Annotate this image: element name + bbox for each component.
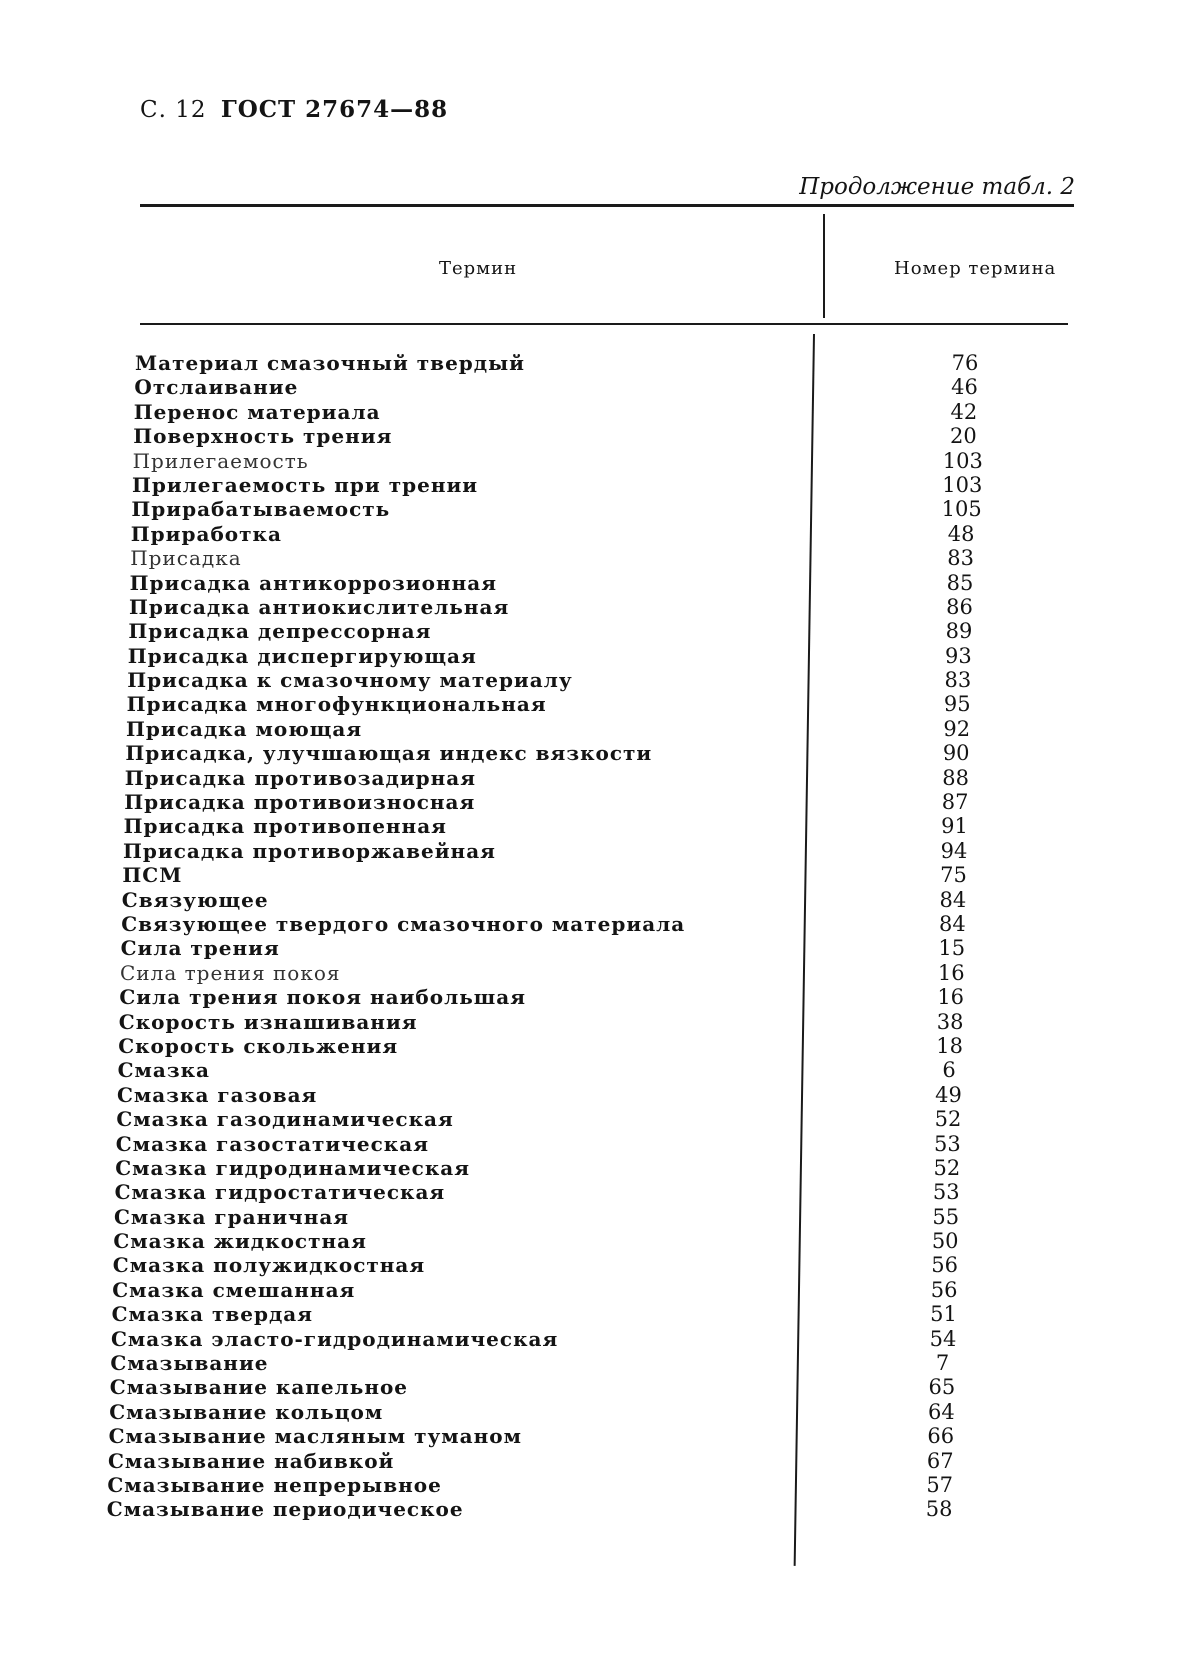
term-cell: Смазка жидкостная — [113, 1229, 367, 1254]
term-number-cell: 58 — [925, 1497, 953, 1522]
term-number-cell: 57 — [926, 1472, 954, 1497]
column-header-number: Номер термина — [894, 258, 1057, 279]
table-row — [0, 692, 1187, 716]
term-cell: Связующее — [121, 887, 269, 912]
term-number-cell: 51 — [930, 1302, 957, 1327]
term-cell: Прилегаемость — [132, 448, 309, 473]
term-cell: Скорость скольжения — [118, 1033, 399, 1058]
table-row — [0, 595, 1187, 619]
term-cell: Поверхность трения — [133, 424, 393, 449]
term-cell: Присадка противоизносная — [124, 790, 476, 815]
table-row — [0, 424, 1187, 448]
term-cell: Смазывание кольцом — [109, 1399, 384, 1424]
table-row — [0, 1278, 1187, 1302]
table-row — [0, 522, 1187, 546]
term-cell: Присадка депрессорная — [128, 619, 432, 644]
table-row — [0, 668, 1187, 692]
term-number-cell: 88 — [942, 765, 969, 790]
term-number-cell: 87 — [941, 790, 969, 815]
term-number-cell: 46 — [951, 375, 978, 400]
term-cell: Смазывание капельное — [109, 1375, 409, 1400]
table-row — [0, 1205, 1187, 1229]
table-row — [0, 1327, 1187, 1351]
term-cell: Присадка диспергирующая — [127, 643, 477, 668]
term-cell: Присадка антиокислительная — [129, 594, 510, 619]
term-cell: ПСМ — [122, 863, 183, 888]
table-row — [0, 571, 1187, 595]
term-number-cell: 65 — [928, 1375, 956, 1400]
table-row — [0, 619, 1187, 643]
table-row — [0, 546, 1187, 570]
term-number-cell: 6 — [942, 1058, 956, 1083]
term-number-cell: 105 — [941, 497, 982, 522]
table-continuation-label: Продолжение табл. 2 — [799, 174, 1075, 200]
table-row — [0, 1229, 1187, 1253]
term-number-cell: 66 — [927, 1424, 955, 1449]
table-row — [0, 839, 1187, 863]
table-row — [0, 741, 1187, 765]
term-number-cell: 90 — [942, 741, 970, 766]
term-cell: Присадка антикоррозионная — [129, 570, 497, 595]
table-row — [0, 449, 1187, 473]
term-cell: Смазка — [117, 1058, 211, 1083]
table-row — [0, 1180, 1187, 1204]
term-cell: Присадка противоржавейная — [123, 838, 496, 863]
term-cell: Присадка многофункциональная — [126, 692, 547, 717]
table-row — [0, 473, 1187, 497]
table-row — [0, 717, 1187, 741]
term-cell: Материал смазочный твердый — [135, 351, 526, 375]
term-number-cell: 49 — [935, 1082, 962, 1107]
term-cell: Смазка газодинамическая — [116, 1107, 454, 1132]
table-row — [0, 912, 1187, 936]
term-number-cell: 15 — [938, 936, 966, 961]
term-number-cell: 52 — [934, 1107, 962, 1132]
term-cell: Скорость изнашивания — [118, 1009, 418, 1034]
table-row — [0, 375, 1187, 399]
term-number-cell: 95 — [943, 692, 971, 717]
table-row — [0, 1449, 1187, 1473]
term-cell: Отслаивание — [134, 375, 299, 400]
table-row — [0, 936, 1187, 960]
term-number-cell: 50 — [931, 1229, 959, 1254]
term-cell: Смазка эласто-гидродинамическая — [111, 1326, 559, 1351]
table-row — [0, 1132, 1187, 1156]
page-header — [140, 96, 448, 123]
term-number-cell: 89 — [945, 619, 973, 644]
table-row — [0, 1083, 1187, 1107]
table-row — [0, 1302, 1187, 1326]
term-cell: Смазывание набивкой — [108, 1448, 395, 1473]
term-cell: Сила трения покоя наибольшая — [119, 985, 526, 1010]
term-number-cell: 92 — [943, 716, 971, 741]
term-cell: Присадка противозадирная — [124, 765, 477, 790]
table-row — [0, 961, 1187, 985]
term-number-cell: 56 — [931, 1253, 958, 1278]
term-cell: Смазка гидродинамическая — [115, 1155, 470, 1180]
table-row — [0, 863, 1187, 887]
term-cell: Смазка гидростатическая — [114, 1180, 446, 1205]
term-cell: Смазывание — [110, 1351, 269, 1376]
term-number-cell: 56 — [930, 1277, 958, 1302]
table-row — [0, 497, 1187, 521]
table-header-rule — [140, 323, 1068, 325]
term-number-cell: 18 — [936, 1033, 963, 1058]
term-cell: Связующее твердого смазочного материала — [121, 911, 686, 936]
term-cell: Смазывание непрерывное — [107, 1472, 442, 1497]
term-number-cell: 53 — [932, 1180, 960, 1205]
table-row — [0, 790, 1187, 814]
term-cell: Присадка моющая — [126, 716, 363, 741]
table-row — [0, 1253, 1187, 1277]
term-cell: Прирабатываемость — [131, 497, 391, 522]
term-number-cell: 54 — [929, 1326, 957, 1351]
table-row — [0, 1156, 1187, 1180]
term-cell: Сила трения — [120, 936, 280, 961]
term-number-cell: 76 — [951, 351, 979, 375]
term-cell: Смазка твердая — [111, 1302, 314, 1327]
term-cell: Смазка смешанная — [112, 1277, 356, 1302]
term-number-cell: 84 — [939, 887, 967, 912]
table-row — [0, 1473, 1187, 1497]
term-cell: Смазка полужидкостная — [112, 1253, 426, 1278]
term-number-cell: 67 — [926, 1448, 954, 1473]
table-row — [0, 985, 1187, 1009]
document-code: ГОСТ 27674—88 — [220, 96, 449, 123]
term-cell: Присадка противопенная — [123, 814, 447, 839]
term-cell: Сила трения покоя — [120, 960, 341, 985]
table-row — [0, 1010, 1187, 1034]
term-number-cell: 38 — [936, 1009, 964, 1034]
table-row — [0, 766, 1187, 790]
term-cell: Смазка газовая — [117, 1082, 318, 1107]
term-number-cell: 7 — [935, 1351, 950, 1376]
table-row — [0, 1400, 1187, 1424]
term-number-cell: 103 — [942, 472, 983, 497]
term-cell: Смазывание масляным туманом — [108, 1424, 522, 1449]
term-cell: Присадка к смазочному материалу — [127, 668, 573, 693]
term-cell: Смазка граничная — [114, 1204, 350, 1229]
table-top-rule — [140, 204, 1074, 207]
term-number-cell: 53 — [934, 1131, 961, 1156]
table-body — [0, 351, 1187, 1522]
table-row — [0, 1375, 1187, 1399]
table-row — [0, 1497, 1187, 1521]
term-cell: Перенос материала — [133, 399, 381, 424]
term-cell: Смазывание периодическое — [106, 1497, 464, 1522]
table-row — [0, 1107, 1187, 1131]
term-number-cell: 16 — [937, 985, 965, 1010]
term-number-cell: 84 — [939, 911, 966, 936]
table-row — [0, 814, 1187, 838]
term-cell: Присадка, улучшающая индекс вязкости — [125, 741, 653, 766]
term-number-cell: 91 — [941, 814, 968, 839]
term-cell: Прилегаемость при трении — [132, 472, 479, 497]
term-number-cell: 52 — [933, 1155, 961, 1180]
term-number-cell: 16 — [937, 960, 965, 985]
table-row — [0, 1424, 1187, 1448]
table-row — [0, 351, 1187, 375]
table-row — [0, 1351, 1187, 1375]
table-row — [0, 644, 1187, 668]
term-number-cell: 93 — [945, 643, 972, 668]
term-number-cell: 75 — [940, 863, 967, 888]
term-number-cell: 83 — [947, 546, 974, 571]
table-row — [0, 888, 1187, 912]
term-number-cell: 42 — [950, 399, 978, 424]
term-number-cell: 20 — [950, 424, 977, 449]
term-number-cell: 86 — [946, 594, 973, 619]
term-cell: Приработка — [130, 521, 282, 546]
term-cell: Присадка — [130, 546, 242, 571]
table-row — [0, 400, 1187, 424]
term-number-cell: 94 — [940, 838, 968, 863]
term-number-cell: 64 — [928, 1399, 955, 1424]
term-number-cell: 85 — [946, 570, 974, 595]
term-number-cell: 83 — [944, 668, 972, 693]
term-cell: Смазка газостатическая — [115, 1131, 429, 1156]
page-number: С. 12 — [140, 97, 207, 123]
table-row — [0, 1058, 1187, 1082]
header-column-divider — [823, 214, 825, 318]
term-number-cell: 48 — [947, 521, 975, 546]
column-header-term: Термин — [439, 258, 518, 279]
term-number-cell: 55 — [932, 1204, 960, 1229]
table-row — [0, 1034, 1187, 1058]
term-number-cell: 103 — [942, 448, 983, 473]
